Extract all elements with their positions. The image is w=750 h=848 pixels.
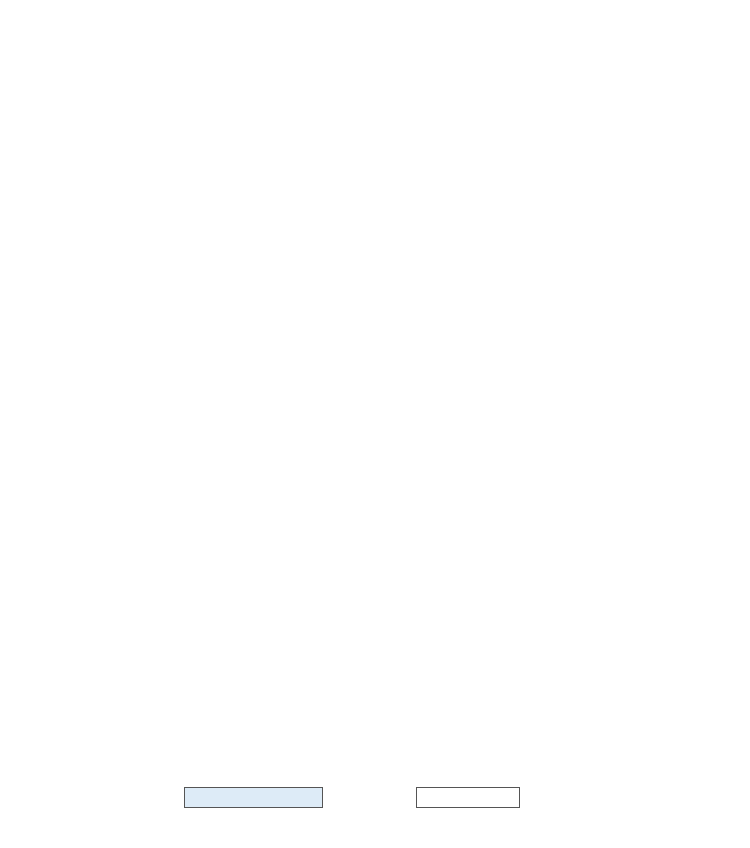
legend-normal — [184, 787, 323, 808]
legend-senior — [416, 787, 520, 808]
